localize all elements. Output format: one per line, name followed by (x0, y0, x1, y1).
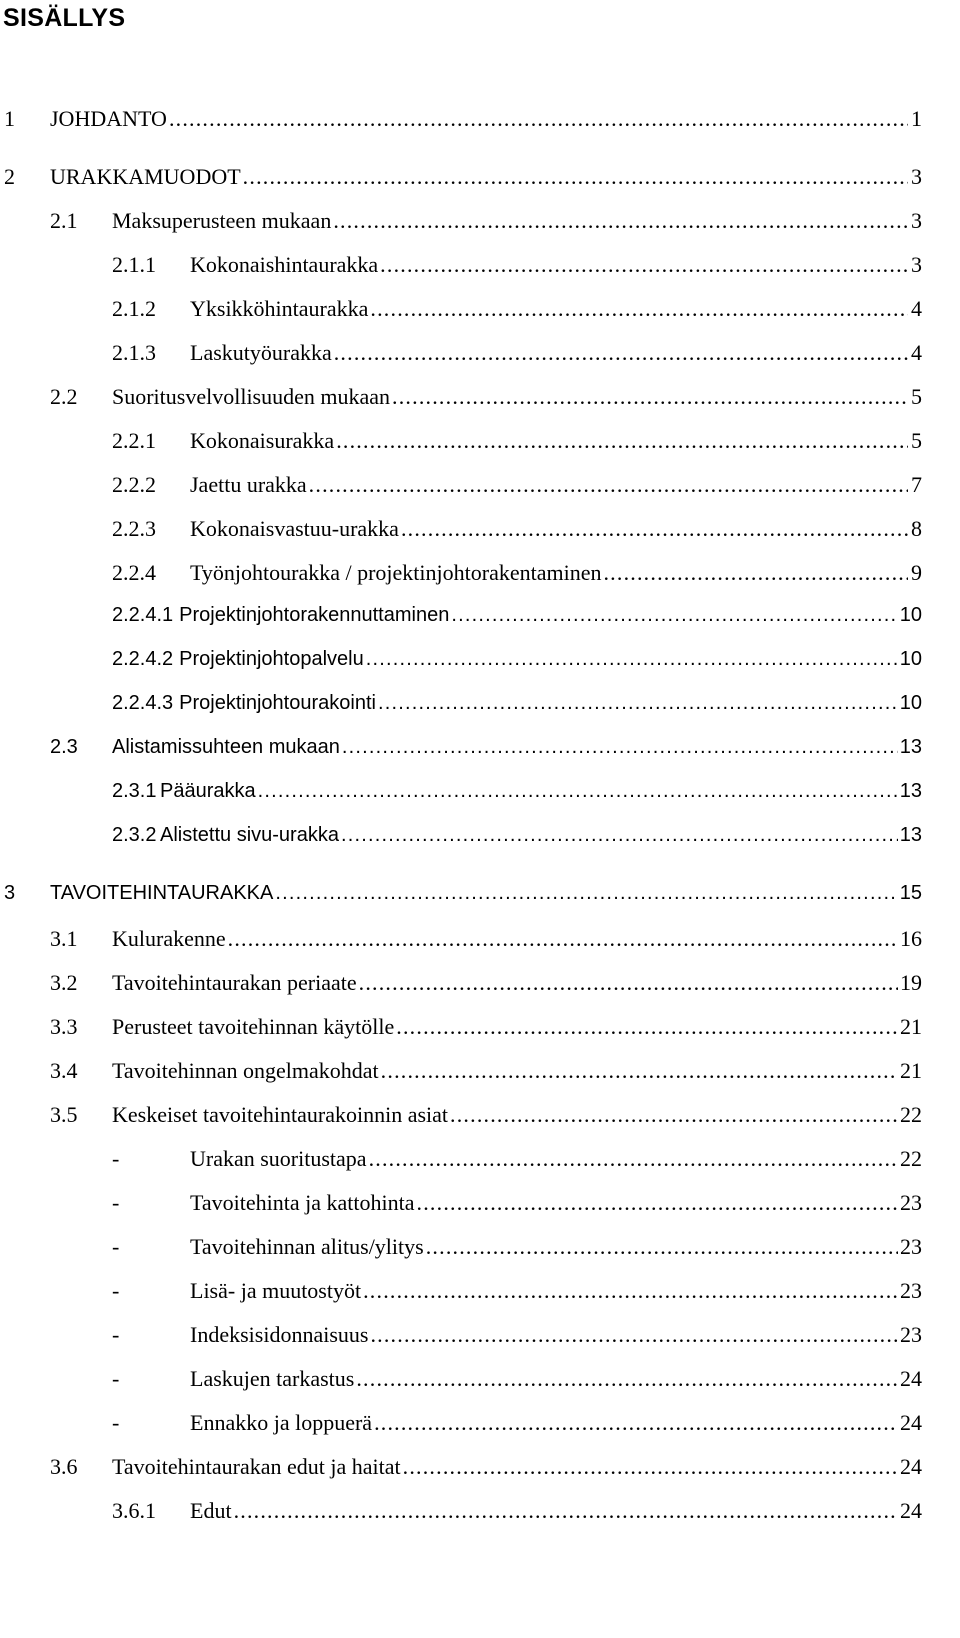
toc-entry[interactable] (0, 428, 922, 462)
toc-entry-title: Kokonaishintaurakka (190, 252, 379, 277)
toc-entry-page: 24 (900, 1410, 922, 1435)
toc-entry-title: Suoritusvelvollisuuden mukaan (112, 384, 391, 409)
toc-entry-title: Työnjohtourakka / projektinjohtorakentaminen (190, 560, 602, 585)
toc-entry-number: 2.2.4 (112, 560, 156, 585)
toc-entry-page: 7 (911, 472, 922, 497)
toc-entry-number: 2.3 (50, 736, 78, 758)
toc-entry[interactable] (0, 1410, 922, 1444)
toc-entry-title: Tavoitehinnan alitus/ylitys (190, 1234, 424, 1259)
toc-entry-number: 2.2.1 (112, 428, 156, 453)
toc-entry[interactable] (0, 472, 922, 506)
toc-entry-number: 2.2.2 (112, 472, 156, 497)
toc-entry-title: Projektinjohtopalvelu (179, 648, 364, 670)
toc-entry-page: 10 (899, 648, 922, 670)
toc-dot-leader (392, 384, 908, 410)
toc-entry-title: Indeksisidonnaisuus (190, 1322, 369, 1347)
toc-entry-number: - (112, 1410, 120, 1435)
toc-dot-leader (169, 106, 908, 132)
toc-dot-leader (366, 648, 898, 671)
toc-entry[interactable] (0, 824, 922, 858)
toc-entry-page: 23 (900, 1234, 922, 1259)
toc-entry[interactable] (0, 926, 922, 960)
toc-entry-title: Laskujen tarkastus (190, 1366, 355, 1391)
toc-entry-number: 2.2.3 (112, 516, 156, 541)
toc-entry-number: 3.2 (50, 970, 78, 995)
toc-entry-number: 3.1 (50, 926, 78, 951)
toc-entry[interactable] (0, 1014, 922, 1048)
toc-entry[interactable] (0, 560, 922, 594)
toc-heading: SISÄLLYS (3, 4, 126, 32)
toc-entry-page: 24 (900, 1454, 922, 1479)
toc-entry-page: 23 (900, 1278, 922, 1303)
toc-entry-title: Kokonaisurakka (190, 428, 335, 453)
toc-dot-leader (336, 428, 908, 454)
toc-dot-leader (381, 1058, 898, 1084)
toc-entry[interactable] (0, 1278, 922, 1312)
toc-entry[interactable] (0, 1498, 922, 1532)
toc-entry-number: 3 (4, 882, 16, 904)
toc-dot-leader (359, 970, 898, 996)
toc-entry[interactable] (0, 384, 922, 418)
toc-entry-number: 2.1.3 (112, 340, 156, 365)
toc-entry-number: 2.1 (50, 208, 78, 233)
toc-entry[interactable] (0, 1146, 922, 1180)
toc-entry-number: - (112, 1366, 120, 1391)
toc-entry[interactable] (0, 1366, 922, 1400)
toc-dot-leader (309, 472, 908, 498)
toc-entry-title: Tavoitehinta ja kattohinta (190, 1190, 415, 1215)
toc-entry-page: 5 (911, 384, 922, 409)
toc-entry[interactable] (0, 1102, 922, 1136)
toc-entry[interactable] (0, 648, 922, 682)
toc-entry[interactable] (0, 692, 922, 726)
toc-dot-leader (374, 1410, 898, 1436)
toc-entry-title: Keskeiset tavoitehintaurakoinnin asiat (112, 1102, 449, 1127)
toc-entry-number: 2.2.4.1 (112, 604, 174, 626)
toc-dot-leader (417, 1190, 898, 1216)
toc-entry-title: Alistamissuhteen mukaan (112, 736, 340, 758)
toc-entry-title: Kulurakenne (112, 926, 226, 951)
toc-dot-leader (378, 692, 898, 715)
toc-entry-page: 3 (911, 208, 922, 233)
toc-entry-title: Yksikköhintaurakka (190, 296, 369, 321)
toc-entry[interactable] (0, 780, 922, 814)
toc-entry-title: JOHDANTO (50, 106, 167, 131)
toc-dot-leader (258, 780, 898, 803)
toc-entry[interactable] (0, 1454, 922, 1488)
toc-entry[interactable] (0, 208, 922, 242)
toc-entry-page: 3 (911, 164, 922, 189)
toc-entry-title: Lisä- ja muutostyöt (190, 1278, 362, 1303)
toc-entry-number: 3.3 (50, 1014, 78, 1039)
toc-dot-leader (426, 1234, 898, 1260)
toc-entry-number: 2.1.2 (112, 296, 156, 321)
toc-entry[interactable] (0, 106, 922, 140)
toc-entry-title: Ennakko ja loppuerä (190, 1410, 373, 1435)
toc-entry-title: Perusteet tavoitehinnan käytölle (112, 1014, 395, 1039)
toc-entry-page: 15 (899, 882, 922, 904)
toc-entry-page: 24 (900, 1498, 922, 1523)
toc-entry-page: 22 (900, 1102, 922, 1127)
toc-entry-page: 8 (911, 516, 922, 541)
toc-entry-title: Tavoitehintaurakan periaate (112, 970, 357, 995)
toc-entry-page: 4 (911, 340, 922, 365)
toc-entry-title: Jaettu urakka (190, 472, 307, 497)
toc-entry-number: 2.2 (50, 384, 78, 409)
toc-entry-title: Tavoitehintaurakan edut ja haitat (112, 1454, 401, 1479)
toc-dot-leader (243, 164, 908, 190)
toc-entry-title: Kokonaisvastuu-urakka (190, 516, 399, 541)
toc-entry[interactable] (0, 1322, 922, 1356)
toc-dot-leader (451, 604, 897, 627)
toc-dot-leader (603, 560, 908, 586)
toc-entry-title: Laskutyöurakka (190, 340, 332, 365)
toc-entry-page: 23 (900, 1322, 922, 1347)
toc-entry-title: Maksuperusteen mukaan (112, 208, 332, 233)
toc-dot-leader (370, 1322, 898, 1348)
toc-entry-title: Urakan suoritustapa (190, 1146, 367, 1171)
toc-dot-leader (369, 1146, 898, 1172)
toc-dot-leader (401, 516, 908, 542)
toc-entry[interactable] (0, 736, 922, 770)
toc-entry-number: - (112, 1322, 120, 1347)
toc-entry-page: 10 (899, 604, 922, 626)
toc-entry-page: 23 (900, 1190, 922, 1215)
toc-entry[interactable] (0, 164, 922, 198)
toc-entry[interactable] (0, 252, 922, 286)
toc-entry-number: 2.3.1 (112, 780, 157, 802)
toc-dot-leader (342, 736, 898, 759)
toc-dot-leader (341, 824, 898, 847)
toc-entry-number: 2.2.4.3 (112, 692, 174, 714)
toc-dot-leader (363, 1278, 898, 1304)
toc-entry[interactable] (0, 970, 922, 1004)
toc-dot-leader (334, 340, 908, 366)
toc-dot-leader (396, 1014, 898, 1040)
toc-entry-page: 13 (899, 736, 922, 758)
toc-entry-page: 24 (900, 1366, 922, 1391)
toc-dot-leader (380, 252, 908, 278)
toc-entry-page: 3 (911, 252, 922, 277)
toc-entry-number: 3.4 (50, 1058, 78, 1083)
toc-entry-title: Tavoitehinnan ongelmakohdat (112, 1058, 379, 1083)
toc-entry-page: 13 (899, 780, 922, 802)
toc-dot-leader (403, 1454, 898, 1480)
toc-dot-leader (450, 1102, 898, 1128)
toc-entry-number: 3.6 (50, 1454, 78, 1479)
toc-entry-number: 1 (4, 106, 15, 131)
toc-entry-page: 22 (900, 1146, 922, 1171)
toc-dot-leader (228, 926, 898, 952)
toc-entry-title: Projektinjohtorakennuttaminen (179, 604, 450, 626)
toc-entry-title: TAVOITEHINTAURAKKA (50, 882, 274, 904)
toc-entry[interactable] (0, 1190, 922, 1224)
toc-entry-number: 3.6.1 (112, 1498, 156, 1523)
toc-entry-number: - (112, 1278, 120, 1303)
toc-entry[interactable] (0, 882, 922, 916)
toc-entry-page: 19 (900, 970, 922, 995)
toc-entry[interactable] (0, 1058, 922, 1092)
toc-entry[interactable] (0, 604, 922, 638)
toc-entry-title: Alistettu sivu-urakka (160, 824, 339, 846)
toc-entry-number: 2.2.4.2 (112, 648, 174, 670)
toc-dot-leader (333, 208, 908, 234)
toc-entry-number: 3.5 (50, 1102, 78, 1127)
toc-dot-leader (275, 882, 897, 905)
toc-entry-title: Pääurakka (160, 780, 256, 802)
toc-entry-page: 16 (900, 926, 922, 951)
toc-dot-leader (370, 296, 908, 322)
toc-entry-title: URAKKAMUODOT (50, 164, 241, 189)
toc-entry[interactable] (0, 1234, 922, 1268)
toc-entry-number: 2.3.2 (112, 824, 157, 846)
toc-entry-page: 5 (911, 428, 922, 453)
toc-entry-page: 21 (900, 1014, 922, 1039)
toc-entry-page: 1 (911, 106, 922, 131)
toc-entry[interactable] (0, 516, 922, 550)
toc-entry-page: 21 (900, 1058, 922, 1083)
toc-entry-number: - (112, 1234, 120, 1259)
toc-entry-page: 10 (899, 692, 922, 714)
toc-entry-number: - (112, 1190, 120, 1215)
toc-entry[interactable] (0, 296, 922, 330)
toc-entry-number: - (112, 1146, 120, 1171)
toc-entry-number: 2 (4, 164, 15, 189)
toc-entry-page: 4 (911, 296, 922, 321)
toc-entry-title: Projektinjohtourakointi (179, 692, 376, 714)
toc-dot-leader (234, 1498, 898, 1524)
toc-entry[interactable] (0, 340, 922, 374)
toc-dot-leader (356, 1366, 898, 1392)
toc-entry-number: 2.1.1 (112, 252, 156, 277)
toc-entry-page: 13 (899, 824, 922, 846)
toc-entry-title: Edut (190, 1498, 232, 1523)
toc-entry-page: 9 (911, 560, 922, 585)
